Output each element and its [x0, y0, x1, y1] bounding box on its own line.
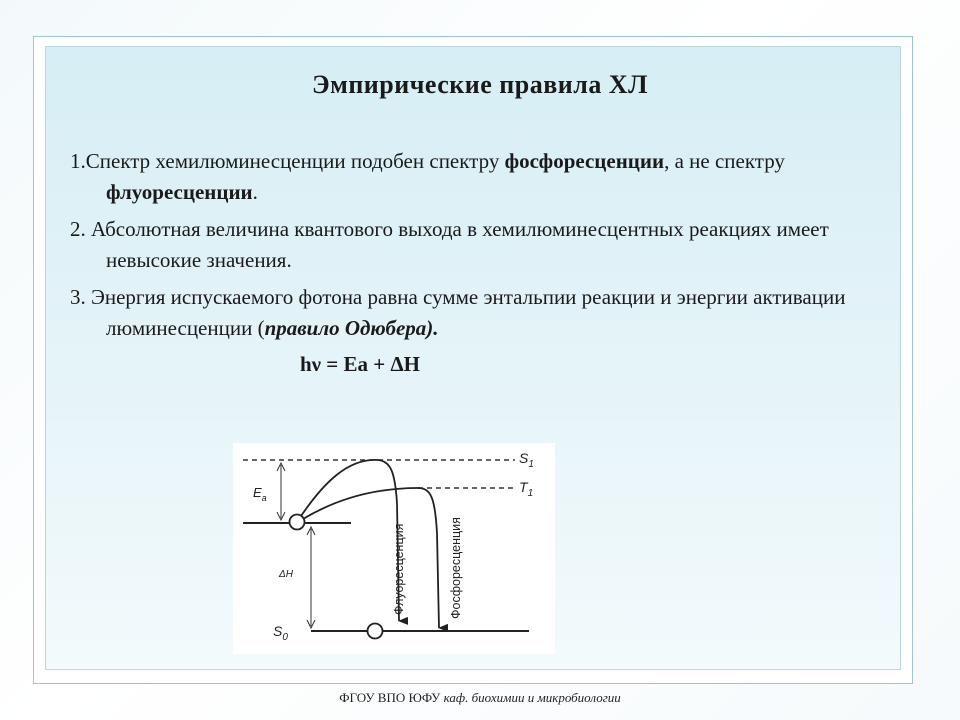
- slide-title: Эмпирические правила ХЛ: [311, 70, 648, 99]
- rule-1-number: 1.: [70, 149, 86, 173]
- fluorescence-label: Флуоресценция: [392, 523, 406, 615]
- footer-department: каф. биохимии и микробиологии: [443, 690, 621, 705]
- reaction-curve: [299, 460, 399, 621]
- rule-1-text-start: Спектр хемилюминесценции подобен спектру: [85, 149, 505, 173]
- s0-label-letter: S: [273, 623, 283, 639]
- rule-1-phosphorescence: фосфоресценции: [504, 149, 665, 173]
- rule-1-text-end: .: [252, 180, 258, 204]
- s0-label: [273, 623, 288, 643]
- rules-list: [70, 146, 870, 350]
- rule-3-oduber-rule: правило Одюбера).: [264, 316, 439, 340]
- ea-label-sub: a: [261, 493, 267, 503]
- footer-organization: ФГОУ ВПО ЮФУ: [339, 690, 441, 705]
- s1-label-letter: S: [519, 450, 529, 466]
- energy-formula: hν = Ea + ΔH: [300, 352, 421, 376]
- rule-2-text: Абсолютная величина квантового выхода в хемилюминесцентных реакциях имеет невысокие значения.: [91, 217, 829, 272]
- rule-3: [70, 282, 870, 344]
- dh-label: ΔH: [279, 569, 293, 580]
- footer: [0, 690, 960, 706]
- rule-3-number: 3.: [70, 285, 91, 309]
- rule-2-number: 2.: [70, 217, 91, 241]
- ea-label: [253, 485, 267, 503]
- ea-label-letter: E: [253, 485, 262, 500]
- energy-level-svg: [233, 443, 555, 654]
- t1-label: [519, 479, 533, 499]
- rule-1-fluorescence: флуоресценции: [106, 180, 253, 204]
- intersystem-curve: [303, 488, 439, 628]
- rule-3-text-start: Энергия испускаемого фотона равна сумме энтальпии реакции и энергии активации люминесценции (: [91, 285, 846, 340]
- t1-label-letter: T: [519, 479, 528, 495]
- reactant-state-circle: [290, 515, 305, 530]
- s1-label: [519, 450, 534, 470]
- energy-level-diagram: [233, 443, 555, 654]
- ground-state-circle: [368, 624, 383, 639]
- t1-label-sub: 1: [527, 488, 534, 499]
- s1-label-sub: 1: [528, 459, 534, 470]
- rule-1-text-middle: , а не спектру: [664, 149, 785, 173]
- rule-1: [70, 146, 870, 208]
- phosphorescence-label: Фосфоресценция: [449, 517, 463, 619]
- rule-2: [70, 214, 870, 276]
- s0-label-sub: 0: [282, 632, 288, 643]
